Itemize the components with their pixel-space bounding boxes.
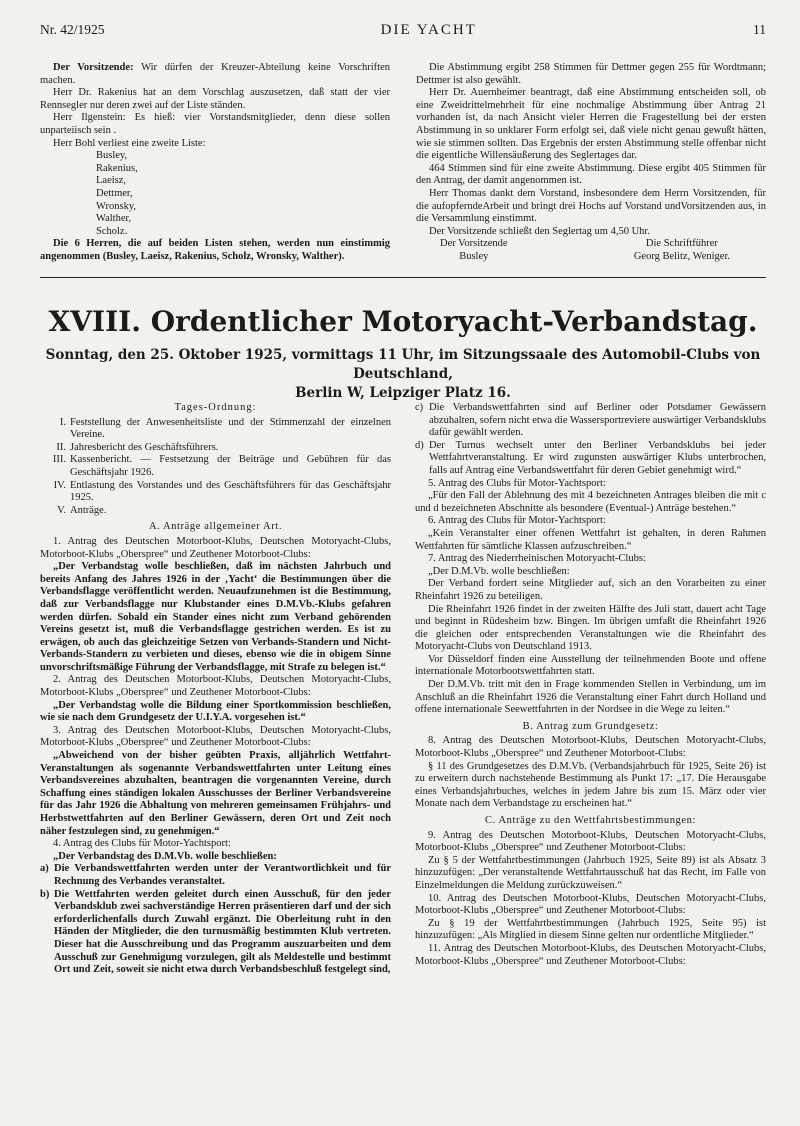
- bottom-left-column: [40, 402, 391, 977]
- candidate-list: [96, 150, 390, 238]
- signature-secretaries: Die Schriftführer Georg Belitz, Weniger.: [633, 238, 730, 262]
- motion-intro: „Der D.M.Vb. wolle beschließen:: [428, 565, 570, 577]
- agenda-title: Tages-Ordnung:: [174, 402, 257, 413]
- journal-name: DIE YACHT: [380, 22, 477, 38]
- motion-heading: 7. Antrag des Niederrheinischen Motoryacht-Clubs:: [428, 553, 646, 565]
- motion-text: Der Verband fordert seine Mitglieder auf, sich an den Vorarbeiten zu einer Rheinfahrt 1926 zu beteiligen.: [415, 578, 766, 602]
- motion-text: „Kein Veranstalter einer offenen Wettfahrt ist gehalten, in deren Rahmen Wettfahrten für sämtliche Klassen aufzuschreiben.“: [415, 527, 766, 552]
- motion-heading: 9. Antrag des Deutschen Motorboot-Klubs, Deutschen Motoryacht-Clubs, Motorboot-Klubs „Oberspree“ und Zeuthener Motorboot-Clubs:: [415, 829, 766, 854]
- motion-heading: 8. Antrag des Deutschen Motorboot-Klubs, Deutschen Motoryacht-Clubs, Motorboot-Klubs „Oberspree“ und Zeuthener Motorboot-Clubs:: [415, 735, 766, 760]
- list-item: Busley,: [96, 150, 128, 162]
- top-left-column: [40, 62, 390, 264]
- agenda-item: IV. Entlastung des Vorstandes und des Geschäftsführers für das Geschäftsjahr 1925.: [53, 479, 391, 504]
- motion-heading: 11. Antrag des Deutschen Motorboot-Klubs, des Deutschen Motoryacht-Clubs, Motorboot-Klubs „Oberspree“ und Zeuthener Motorboot-Clubs:: [415, 942, 766, 967]
- motion-text: „Der Verbandstag wolle beschließen, daß im nächsten Jahrbuch und bereits Anfang des Jahres 1926 in der ‚Yacht‘ die Bestimmungen über die Verbandsflagge veröffentlicht werden. Neuaufzunehmen ist die Bestimmung, daß zur Verbandsflagge nur Klubstander eines D.M.Vb.-Klubs gefahren werden dürfen. Sobald ein Stander eines nicht zum Verband gehörenden Vereins gesetzt ist, muß die Verbandsflagge gestrichen werden. Es ist zu erwägen, ob auch das gleichzeitige Setzen von Verbands-Standern und Nicht-Verbands-Standern zu verbieten und dieses, ebenso wie die in obigem Sinne unvorschriftsmäßige Führung der Verbandsflagge, mit Strafe zu belegen ist.“: [40, 561, 391, 673]
- motion-text: Vor Düsseldorf finden eine Ausstellung der teilnehmenden Boote und offene internationale Motorbootswettfahrten statt.: [415, 653, 766, 678]
- paragraph: Herr Ilgenstein: Es hieß: vier Vorstandsmitglieder, denn diese sollen unparteiisch sein .: [40, 112, 391, 136]
- motion-heading: 2. Antrag des Deutschen Motorboot-Klubs, Deutschen Motoryacht-Clubs, Motorboot-Klubs „Oberspree“ und Zeuthener Motorboot-Clubs:: [40, 674, 391, 699]
- section-heading: A. Anträge allgemeiner Art.: [148, 521, 283, 533]
- list-item: Dettmer,: [96, 187, 133, 199]
- paragraph: Herr Bohl verliest eine zweite Liste:: [53, 137, 206, 149]
- page-number: 11: [752, 22, 766, 37]
- paragraph: Herr Dr. Auernheimer beantragt, daß eine Abstimmung entscheiden soll, ob eine Zweidrittelmehrheit für eine nochmalige Abstimmung über Antrag 21 vorhanden ist, da nach Ansicht vieler Herren die Fragestellung bei der ersten Abstimmung in so unklarer Form erfolgt sei, daß viele nicht genau gewußt hätten, wie sie stimmen sollten. Das Ergebnis der ersten Abstimmung stelle offenbar nicht die eigentliche Willensäußerung des Seglertages dar.: [416, 87, 766, 162]
- signature-block: [416, 238, 766, 263]
- motion-text: Der D.M.Vb. tritt mit den in Frage kommenden Stellen in Verbindung, um im Anschluß an die Rheinfahrt 1926 die Veranstaltung einer Fahrt durch Holland und offene internationale Seewettfahrten in der Nordsee in die Wege zu leiten.“: [415, 679, 766, 716]
- motion-text: Zu § 19 der Wettfahrtbestimmungen (Jahrbuch 1925, Seite 95) ist hinzuzufügen: „Als Mitglied in diesem Sinne gelten nur ordentliche Mitglieder.“: [415, 917, 766, 942]
- motion-subitem: d) Der Turnus wechselt unter den Berliner Verbandsklubs bei jeder Wettfahrtveranstaltung. Er wird zugunsten auswärtiger Klubs unterbrochen, falls auf Antrag eine Verbandswettfahrt für deren Gebiet genehmigt wird.“: [415, 439, 766, 476]
- motion-heading: 6. Antrag des Clubs für Motor-Yachtsport:: [428, 515, 606, 527]
- paragraph: Herr Dr. Rakenius hat an dem Vorschlag auszusetzen, daß statt der vier Rennsegler nur deren zwei auf der Liste ständen.: [40, 87, 390, 111]
- signature-chair: Der Vorsitzende Busley: [440, 238, 508, 262]
- motion-heading: 10. Antrag des Deutschen Motorboot-Klubs, Deutschen Motoryacht-Clubs, Motorboot-Klubs „Oberspree“ und Zeuthener Motorboot-Clubs:: [415, 892, 766, 917]
- motion-subitem: c) Die Verbandswettfahrten sind auf Berliner oder Potsdamer Gewässern abzuhalten, sofern nicht etwa die Wassersportreviere auswärtiger Verbandsklubs dafür gewählt werden.: [415, 402, 766, 439]
- section-heading: B. Antrag zum Grundgesetz:: [522, 720, 659, 732]
- page-header: [40, 24, 766, 46]
- list-item: Wronsky,: [96, 200, 137, 212]
- paragraph: Herr Thomas dankt dem Vorstand, insbesondere dem Herrn Vorsitzenden, für die aufopferndeArbeit und bringt drei Hochs auf Vorstand undVorsitzenden aus, in die Versammlung einstimmt.: [416, 187, 767, 225]
- issue-number: Nr. 42/1925: [40, 22, 105, 37]
- section-divider: [40, 277, 766, 278]
- motion-subitem: b) Die Wettfahrten werden geleitet durch einen Ausschuß, für den jeder Verbandsklub zwei sachverständige Herren präsentieren darf und der sich erforderlichenfalls durch Zuwahl ergänzt. Die Oberleitung ruht in den Händen der Mitglieder, die den turnusmäßig bestimmten Klub vertreten. Dieser hat die Ausschreibung und das Programm auszuarbeiten und dem Ausschuß zur Genehmigung vorzulegen, gilt als Meldestelle und bestimmt Ort und Zeit, soweit sie nicht etwa durch Verbandsbeschluß festgelegt sind,: [40, 888, 391, 976]
- motion-text: „Der Verbandstag wolle die Bildung einer Sportkommission beschließen, wie sie nach dem Grundgesetz der U.I.Y.A. vorgesehen ist.“: [40, 699, 391, 724]
- motion-subitem: a) Die Verbandswettfahrten werden unter der Verantwortlichkeit und für Rechnung des Verbandes veranstaltet.: [40, 863, 391, 887]
- paragraph: Die Abstimmung ergibt 258 Stimmen für Dettmer gegen 255 für Wordtmann; Dettmer ist also gewählt.: [416, 62, 766, 86]
- motion-text: Zu § 5 der Wettfahrtbestimmungen (Jahrbuch 1925, Seite 89) ist als Absatz 3 hinzuzufügen: „Der veranstaltende Wettfahrtausschuß hat das Recht, im Falle von Einzelmeldungen die Meldung zurückzuweisen.“: [415, 854, 766, 891]
- page-subtitle: Sonntag, den 25. Oktober 1925, vormittags 11 Uhr, im Sitzungssaale des Automobil-Clubs von Deutschland, Berlin W, Leipziger Platz 16.: [45, 347, 761, 401]
- list-item: Walther,: [96, 213, 132, 225]
- motion-text: „Abweichend von der bisher geübten Praxis, alljährlich Wettfahrt-Veranstaltungen als sogenannte Verbandswettfahrten unter Leitung eines Verbandsvereines abzuhalten, beantragen die vorgenannten Vereine, durch Schaffung eines ständigen lokalen Ausschusses der Berliner Verbandsvereine für das Jahr 1926 die Abhaltung von mehreren gemeinsamen Frühjahrs- und Herbstwettfahrten auf den Berliner Gewässern, deren Ort und Zeit noch näher festzulegen sind, zu genehmigen.“: [40, 750, 391, 837]
- list-item: Laeisz,: [96, 175, 127, 187]
- motion-text: „Für den Fall der Ablehnung des mit 4 bezeichneten Antrages bleiben die mit c und d bezeichneten Abschnitte als besondere (Eventual-) Anträge bestehen.“: [415, 490, 766, 514]
- agenda-item: V. Anträge.: [57, 504, 107, 516]
- motion-intro: „Der Verbandstag des D.M.Vb. wolle beschließen:: [53, 850, 277, 862]
- agenda-item: I. Feststellung der Anwesenheitsliste und der Stimmenzahl der einzelnen Vereine.: [59, 416, 391, 441]
- motion-heading: 3. Antrag des Deutschen Motorboot-Klubs, Deutschen Motoryacht-Clubs, Motorboot-Klubs „Oberspree“ und Zeuthener Motorboot-Clubs:: [40, 724, 391, 749]
- bottom-right-column: [415, 402, 766, 977]
- top-right-column: [416, 62, 766, 264]
- paragraph: Der Vorsitzende schließt den Seglertag um 4,50 Uhr.: [429, 225, 650, 237]
- motion-heading: 4. Antrag des Clubs für Motor-Yachtsport:: [53, 838, 231, 850]
- paragraph: 464 Stimmen sind für eine zweite Abstimmung. Diese ergibt 405 Stimmen für den Antrag, der damit angenommen ist.: [416, 162, 766, 187]
- list-item: Scholz.: [96, 225, 128, 237]
- list-item: Rakenius,: [96, 162, 138, 174]
- motion-heading: 5. Antrag des Clubs für Motor-Yachtsport:: [428, 477, 606, 489]
- top-columns: [40, 62, 766, 264]
- page-title: XVIII. Ordentlicher Motoryacht-Verbandstag.: [48, 305, 758, 338]
- section-heading: C. Anträge zu den Wettfahrtsbestimmungen:: [484, 815, 697, 826]
- motion-text: Die Rheinfahrt 1926 findet in der zweiten Hälfte des Juli statt, dauert acht Tage und beginnt in Rüdesheim bzw. Bingen. Im übrigen umfaßt die Rheinfahrt 1926 die gleichen oder entsprechenden Veranstaltungen wie die Rheinfahrt des Motoryacht-Clubs von Deutschland 1913.: [415, 603, 766, 653]
- agenda-item: II. Jahresbericht des Geschäftsführers.: [56, 441, 219, 453]
- motion-text: § 11 des Grundgesetzes des D.M.Vb. (Verbandsjahrbuch für 1925, Seite 26) ist zu erweitern durch nachstehende Bestimmung als Punkt 17: „17. Die Herausgabe eines Verbandsjahrbuches, welches in jedem Jahre bis zum 15. März oder vier Monate nach dem Verbandstage zu erscheinen hat.“: [415, 760, 766, 810]
- motion-heading: 1. Antrag des Deutschen Motorboot-Klubs, Deutschen Motoryacht-Clubs, Motorboot-Klubs „Oberspree“ und Zeuthener Motorboot-Clubs:: [40, 535, 391, 560]
- agenda-item: III. Kassenbericht. — Festsetzung der Beiträge und Gebühren für das Geschäftsjahr 1926.: [52, 454, 391, 478]
- bottom-columns: [40, 402, 766, 977]
- paragraph: Die 6 Herren, die auf beiden Listen stehen, werden nun einstimmig angenommen (Busley, Laeisz, Rakenius, Scholz, Wronsky, Walther).: [40, 238, 390, 262]
- paragraph: Der Vorsitzende: Wir dürfen der Kreuzer-Abteilung keine Vorschriften machen.: [40, 62, 391, 86]
